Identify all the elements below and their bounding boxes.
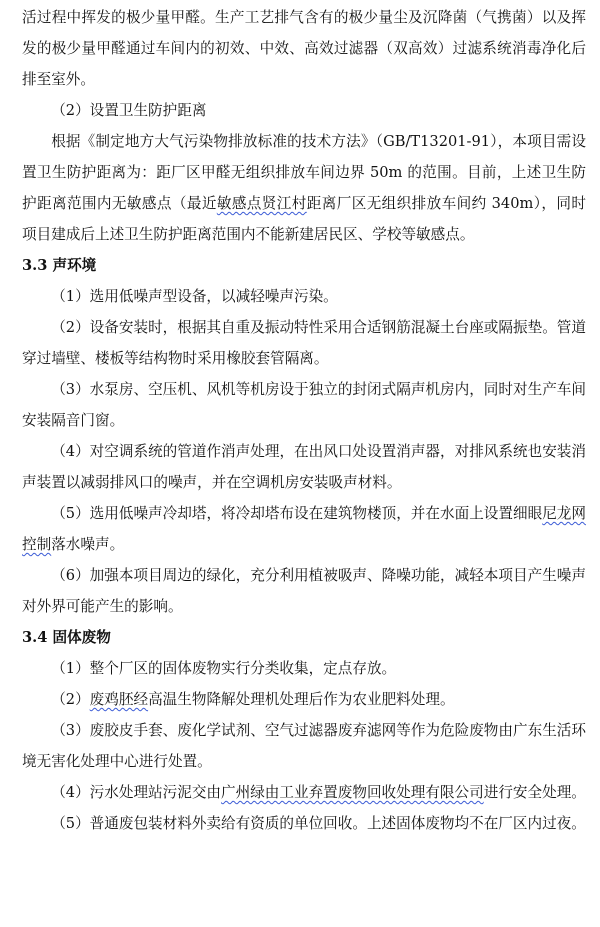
noise-item-2: （2）设备安装时，根据其自重及振动特性采用合适钢筋混凝土台座或隔振垫。管道穿过墙壁、楼板等结构物时采用橡胶套管隔离。: [22, 319, 586, 367]
text-segment: 距离厂区无组织排放车间约 340m），同时项目建成后上述卫生防护距离范围内不能新建居民区、学校等敏感点。: [22, 195, 586, 243]
item-health-protection-distance: （2）设置卫生防护距离: [51, 102, 207, 119]
noise-item-6: （6）加强本项目周边的绿化，充分利用植被吸声、降噪功能，减轻本项目产生噪声对外界可能产生的影响。: [22, 567, 586, 615]
text-segment: （5）选用低噪声冷却塔，将冷却塔布设在建筑物楼顶，并在水面上设置细眼: [51, 505, 543, 522]
text-segment: 高温生物降解处理机处理后作为农业肥料处理。: [148, 691, 455, 708]
text-segment: （4）污水处理站污泥交由: [51, 784, 222, 801]
text-segment: 进行安全处理。: [483, 784, 586, 801]
paragraph-protection-distance: [22, 126, 586, 250]
spellcheck-underlined-text: 废鸡胚经: [89, 691, 149, 708]
noise-item-5: [22, 498, 586, 560]
text-segment: 落水噪声。: [51, 536, 125, 553]
section-heading-noise: 3.3 声环境: [22, 257, 97, 274]
waste-item-2: [22, 684, 586, 715]
text-segment: （2）: [51, 691, 90, 708]
noise-item-4: （4）对空调系统的管道作消声处理，在出风口处设置消声器，对排风系统也安装消声装置以减弱排风口的噪声，并在空调机房安装吸声材料。: [22, 443, 586, 491]
paragraph-exhaust-continuation: 活过程中挥发的极少量甲醛。生产工艺排气含有的极少量尘及沉降菌（气携菌）以及挥发的极少量甲醛通过车间内的初效、中效、高效过滤器（双高效）过滤系统消毒净化后排至室外。: [22, 9, 586, 88]
spellcheck-underlined-text: 敏感点贤江村: [216, 195, 307, 212]
spellcheck-underlined-text: 尼龙网控制: [22, 505, 586, 553]
spellcheck-underlined-text: 广州绿由工业弃置废物回收处理有限公司: [221, 784, 484, 801]
text-segment: 根据《制定地方大气污染物排放标准的技术方法》（GB/T13201-91），本项目需设置卫生防护距离为：距厂区甲醛无组织排放车间边界 50m 的范围。目前，上述卫生防护距离范围内无敏感点（最近: [22, 133, 586, 212]
waste-item-1: （1）整个厂区的固体废物实行分类收集，定点存放。: [51, 660, 397, 677]
waste-item-4: [22, 777, 586, 808]
noise-item-3: （3）水泵房、空压机、风机等机房设于独立的封闭式隔声机房内，同时对生产车间安装隔音门窗。: [22, 381, 586, 429]
noise-item-1: （1）选用低噪声型设备，以减轻噪声污染。: [51, 288, 338, 305]
section-heading-solid-waste: 3.4 固体废物: [22, 629, 111, 646]
waste-item-3: （3）废胶皮手套、废化学试剂、空气过滤器废弃滤网等作为危险废物由广东生活环境无害化处理中心进行处置。: [22, 722, 586, 770]
waste-item-5: （5）普通废包装材料外卖给有资质的单位回收。上述固体废物均不在厂区内过夜。: [51, 815, 586, 832]
